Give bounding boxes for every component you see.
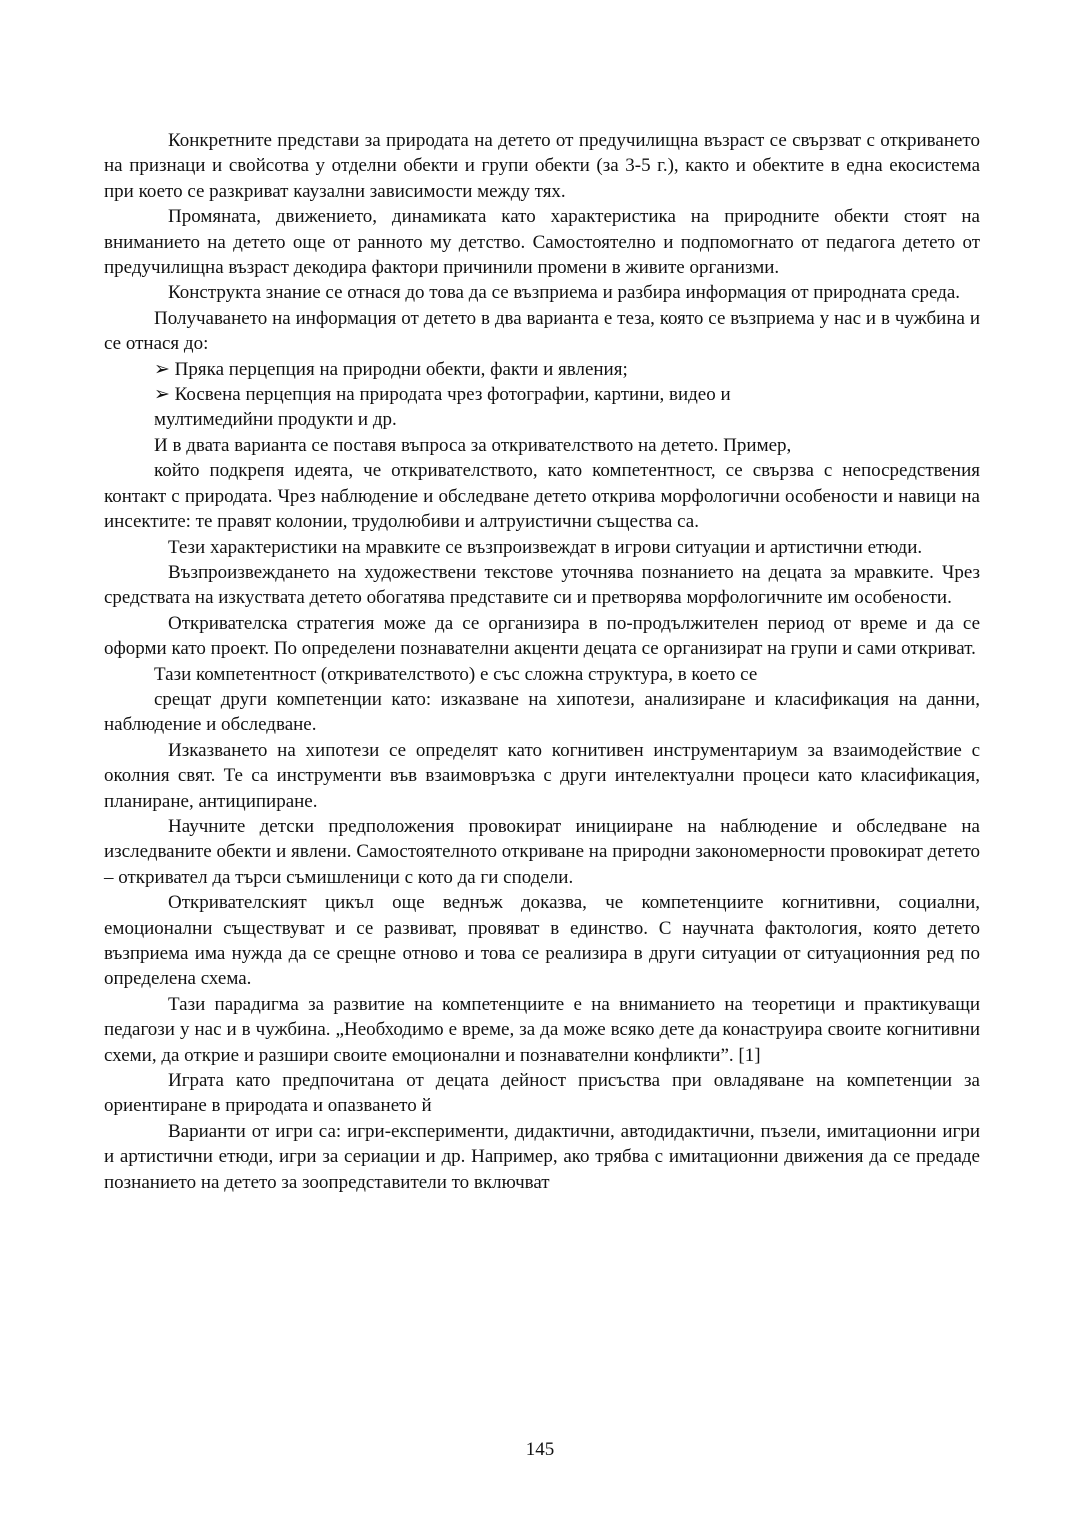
paragraph-discovery-strategy: Откривателска стратегия може да се организира в по-продължителен период от време и да се оформи като проект. По определени познавателни акценти децата се организират на групи и сами откриват.	[104, 612, 980, 660]
bullet-indirect-perception: ➢ Косвена перцепция на природата чрез фотографии, картини, видео и	[154, 384, 731, 406]
bullet-continuation: мултимедийни продукти и др.	[154, 409, 397, 431]
paragraph-hypotheses: Изказването на хипотези се определят като когнитивен инструментариум за взаимодействие с околния свят. Те са инструменти във взаимовръзка с други интелектуални процеси като класификация, планиране, антиципиране.	[104, 739, 980, 812]
paragraph-paradigm: Тази парадигма за развитие на компетенциите е на вниманието на теоретици и практикуващи педагози у нас и в чужбина. „Необходимо е време, за да може всяко дете да конаструира своите когнитивни схеми, да открие и разшири своите емоционални и познавателни конфликти”. [1]	[104, 993, 980, 1066]
paragraph-concrete-representations: Конкретните представи за природата на детето от предучилищна възраст се свързват с откриването на признаци и свойсотва у отделни обекти и групи обекти (за 3-5 г.), както и обектите в една екосистема при което се разкриват каузални зависимости между тях.	[104, 130, 980, 202]
paragraph-scientific-assumptions: Научните детски предположения провокират иницииране на наблюдение и обследване на изследваните обекти и явлени. Самостоятелното откриване на природни закономерности провокират детето – откривател да търси съмишленици с кото да ги сподели.	[104, 815, 980, 888]
paragraph-game-variants: Варианти от игри са: игри-експерименти, дидактични, автодидактични, пъзели, имитационни игри и артистични етюди, игри за сериации и др. Например, ако трябва с имитационни движения да се предаде познанието на детето за зоопредставители то включват	[104, 1120, 980, 1193]
paragraph-competence-structure-cont: срещат други компетенции като: изказване на хипотези, анализиране и класификация на данни, наблюдение и обследване.	[104, 688, 980, 736]
paragraph-ant-characteristics: Тези характеристики на мравките се възпроизвеждат в игрови ситуации и артистични етюди.	[168, 536, 923, 558]
paragraph-competence-structure: Тази компетентност (откривателството) е със сложна структура, в което се	[154, 663, 758, 685]
paragraph-change-movement: Промяната, движението, динамиката като характеристика на природните обекти стоят на вниманието на детето още от ранното му детство. Самостоятелно и подпомогнато от педагога детето от предучилищна възраст декодира фактори причинили промени в живите организми.	[104, 206, 980, 279]
paragraph-play: Играта като предпочитана от децата дейност присъства при овладяване на компетенции за ориентиране в природата и опазването й	[104, 1070, 980, 1117]
body-text	[104, 128, 980, 1195]
bullet-direct-perception: ➢ Пряка перцепция на природни обекти, факти и явления;	[154, 358, 628, 380]
paragraph-information-variants: Получаването на информация от детето в два варианта е теза, която се възприема у нас и в чужбина и се отнася до:	[104, 307, 980, 355]
paragraph-knowledge-construct: Конструкта знание се отнася до това да се възприема и разбира информация от природната среда.	[168, 282, 961, 304]
page-number: 145	[525, 1439, 555, 1460]
paragraph-discovery-cycle: Откривателският цикъл още веднъж доказва, че компетенциите когнитивни, социални, емоционални съществуват и се развиват, провяват в единство. С научната фактология, която детето възприема има нужда да се срещне отново и това се реализира в други ситуации от ситуационния ред по определена схема.	[104, 892, 980, 990]
paragraph-artistic-texts: Възпроизвеждането на художествени текстове уточнява познанието на децата за мравките. Чрез средствата на изкуствата детето обогатява представите си и претворява морфологичните им особености.	[104, 561, 980, 609]
paragraph-both-variants: И в двата варианта се поставя въпроса за откривателството на детето. Пример,	[154, 434, 792, 456]
paragraph-example-ants: който подкрепя идеята, че откривателството, като компетентност, се свързва с непосредствения контакт с природата. Чрез наблюдение и обследване детето открива морфологични особености и навици на инсектите: те правят колонии, трудолюбиви и алтруистични същества са.	[104, 460, 980, 533]
